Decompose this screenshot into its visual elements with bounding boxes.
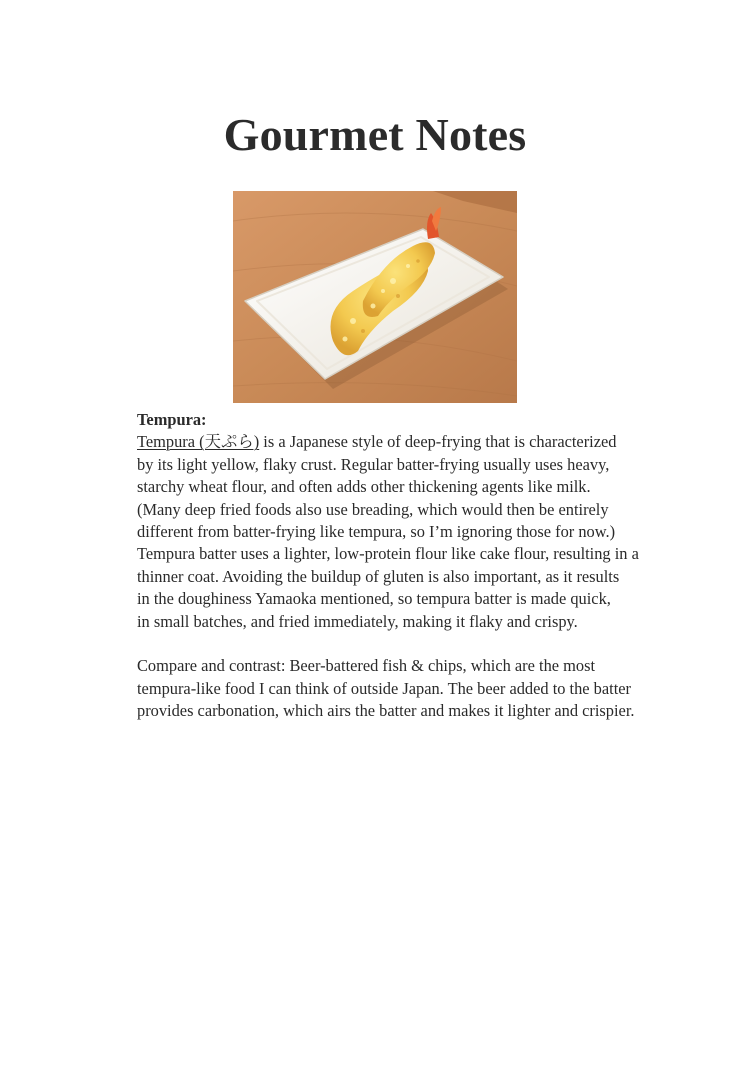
section-heading: Tempura:: [137, 410, 207, 429]
paragraph-line: by its light yellow, flaky crust. Regular batter-frying usually uses heavy,: [137, 454, 610, 474]
paragraph-line: different from batter-frying like tempura, so I’m ignoring those for now.): [137, 522, 616, 542]
paragraph-spacer: [137, 633, 677, 655]
line-text: is a Japanese style of deep-frying that is characterized: [259, 432, 617, 452]
paragraph-line: [137, 431, 677, 453]
paragraph-line: provides carbonation, which airs the batter and makes it lighter and crispier.: [137, 701, 635, 721]
paragraph-line: tempura-like food I can think of outside Japan. The beer added to the batter: [137, 678, 631, 698]
paragraph-1: [137, 431, 677, 633]
page-title: Gourmet Notes: [223, 109, 527, 160]
paragraph-line: starchy wheat flour, and often adds other thickening agents like milk.: [137, 477, 591, 497]
paragraph-line: in the doughiness Yamaoka mentioned, so tempura batter is made quick,: [137, 589, 611, 609]
paragraph-line: Tempura batter uses a lighter, low-protein flour like cake flour, resulting in a: [137, 544, 639, 564]
paragraph-line: in small batches, and fried immediately, making it flaky and crispy.: [137, 611, 578, 631]
paragraph-line: (Many deep fried foods also use breading, which would then be entirely: [137, 499, 609, 519]
paragraph-2: [137, 655, 677, 722]
paragraph-line: thinner coat. Avoiding the buildup of gluten is also important, as it results: [137, 566, 620, 586]
tempura-link[interactable]: Tempura (天ぷら): [137, 432, 260, 452]
article-body: [137, 409, 677, 723]
paragraph-line: Compare and contrast: Beer-battered fish & chips, which are the most: [137, 656, 596, 676]
tempura-photo: [233, 191, 517, 403]
